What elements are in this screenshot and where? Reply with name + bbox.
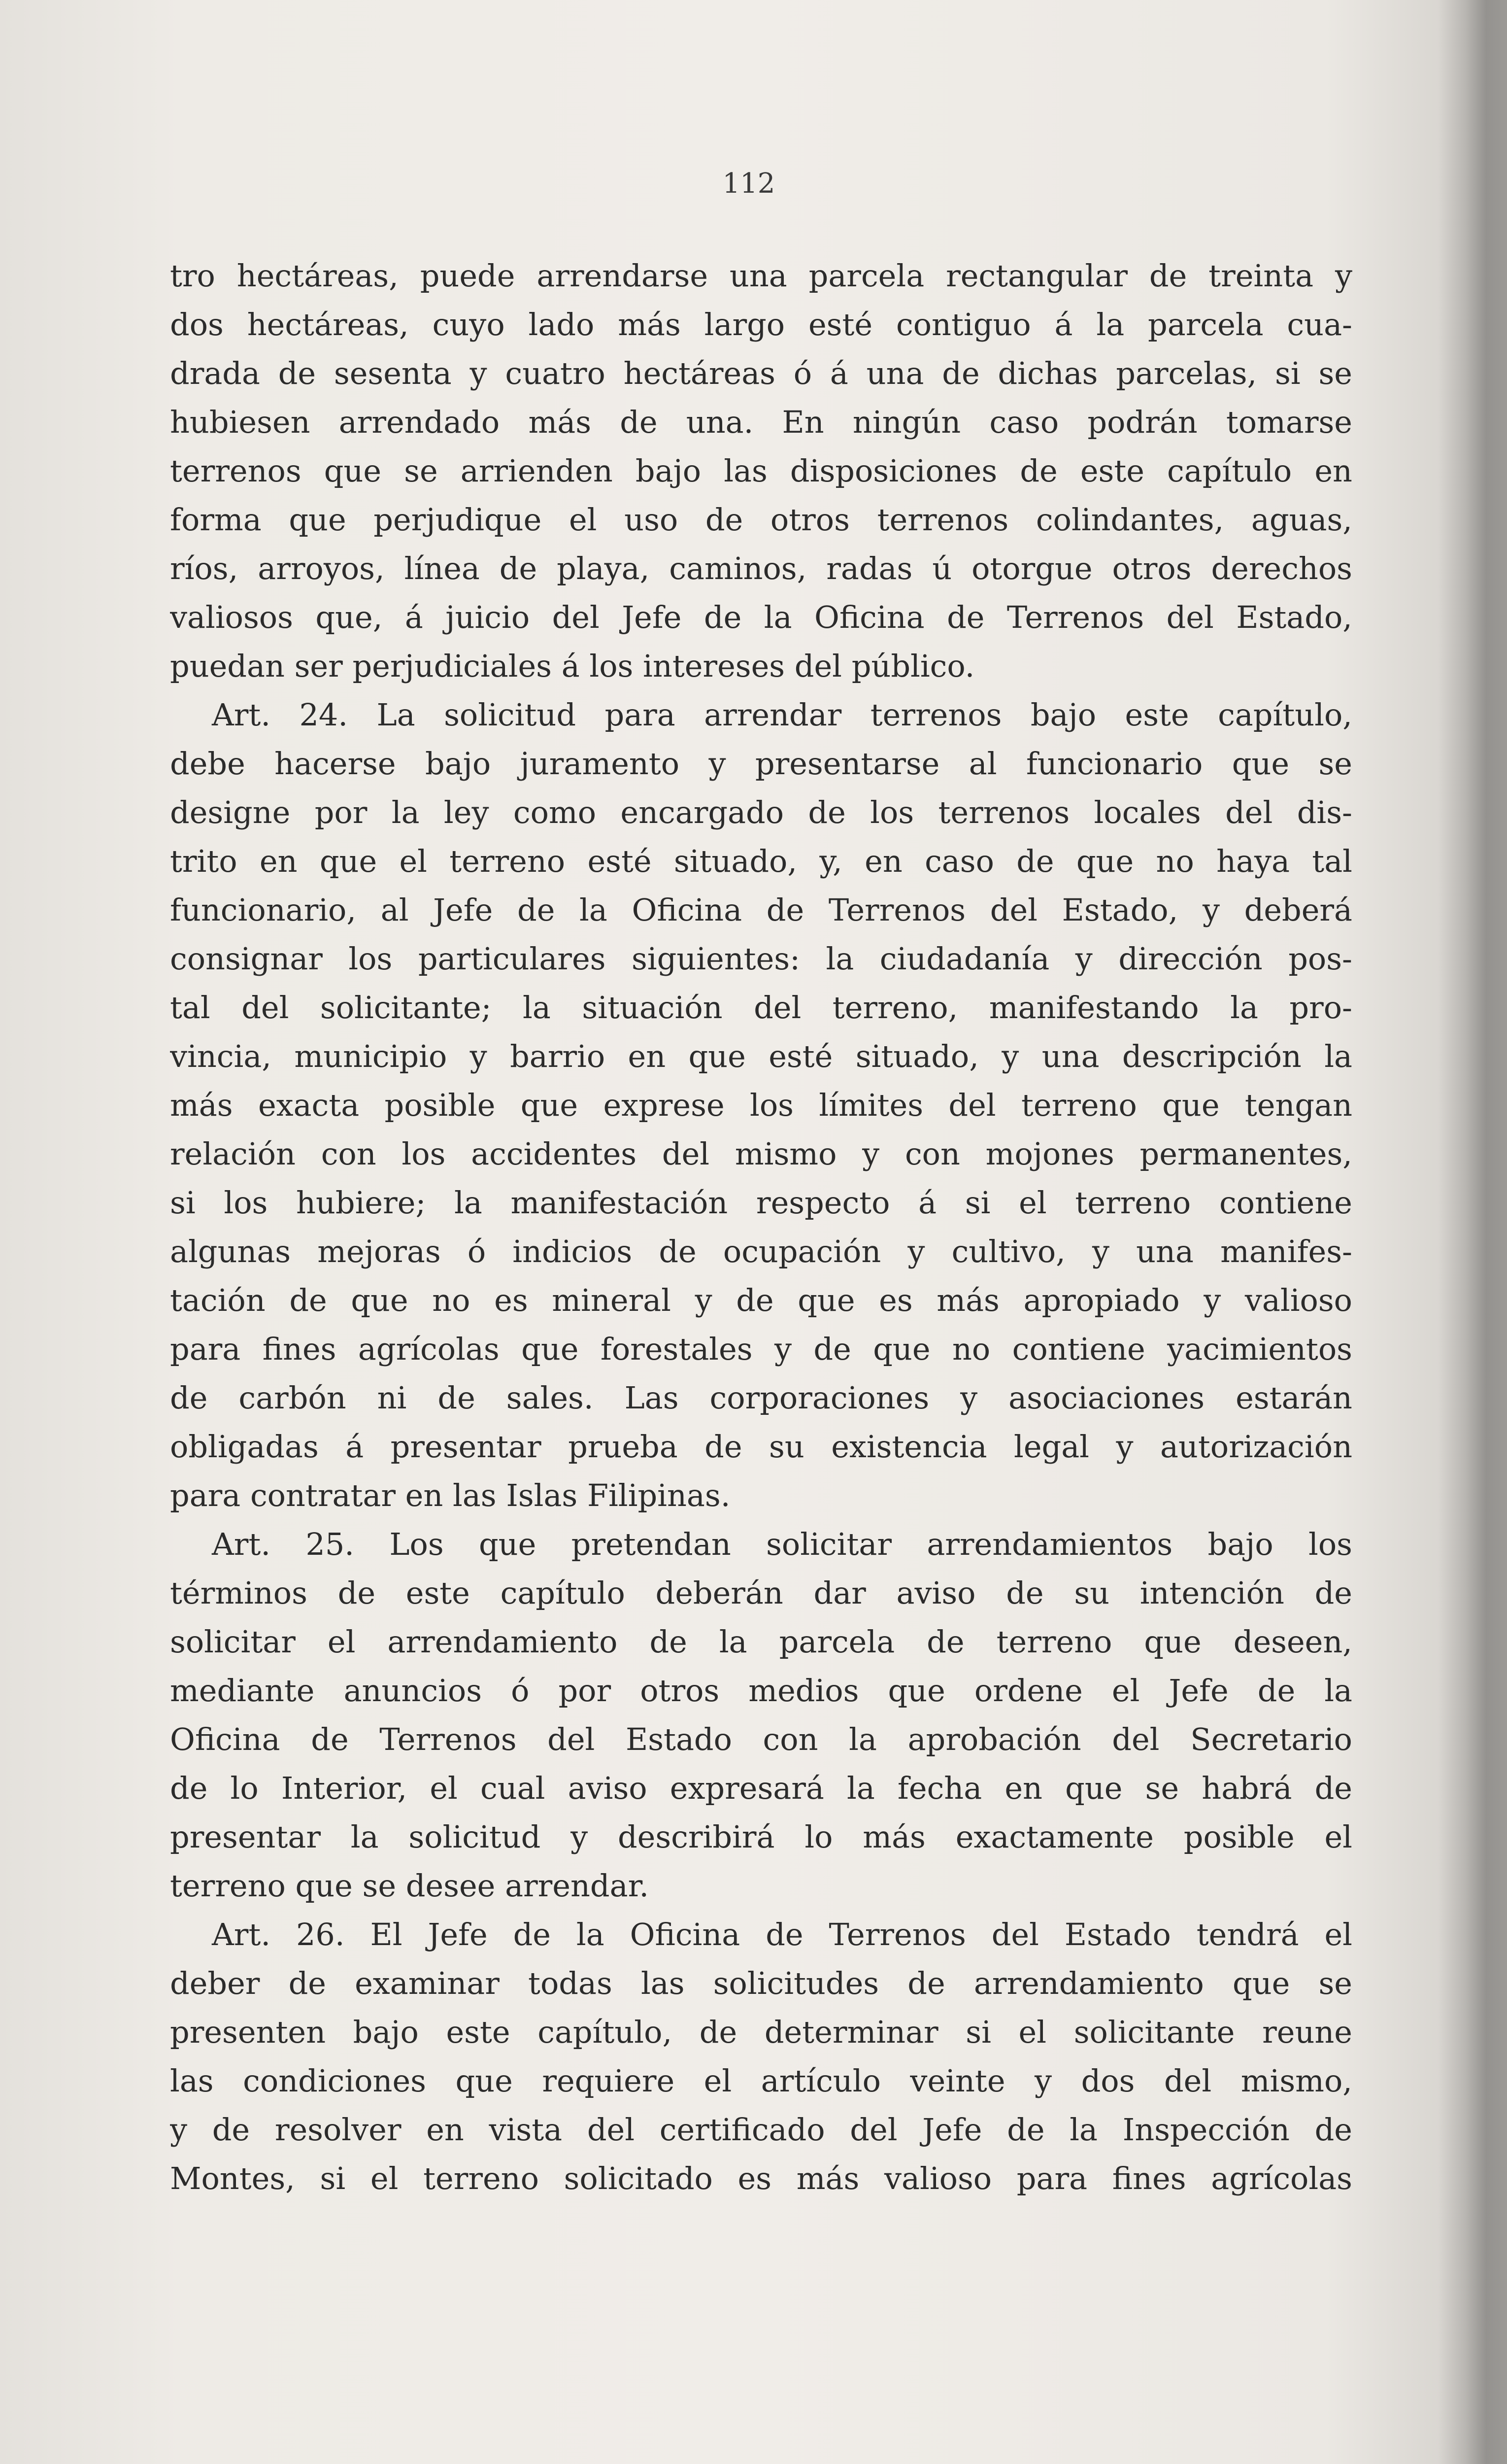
text-line: drada de sesenta y cuatro hectáreas ó á una de dichas parcelas, si se — [170, 355, 1352, 391]
text-line: tal del solicitante; la situación del terreno, manifestando la pro- — [170, 990, 1352, 1026]
text-line: puedan ser perjudiciales á los intereses del público. — [170, 648, 975, 684]
text-line: funcionario, al Jefe de la Oficina de Terrenos del Estado, y deberá — [170, 892, 1352, 928]
text-line: vincia, municipio y barrio en que esté situado, y una descripción la — [170, 1038, 1352, 1074]
text-line: obligadas á presentar prueba de su existencia legal y autorización — [170, 1429, 1352, 1465]
text-line: para contratar en las Islas Filipinas. — [170, 1477, 731, 1513]
text-line: solicitar el arrendamiento de la parcela de terreno que deseen, — [170, 1624, 1352, 1660]
text-line: las condiciones que requiere el artículo veinte y dos del mismo, — [170, 2063, 1352, 2099]
text-line: más exacta posible que exprese los límites del terreno que tengan — [170, 1087, 1352, 1123]
text-line: mediante anuncios ó por otros medios que ordene el Jefe de la — [170, 1673, 1352, 1709]
page-spine-shadow — [1438, 0, 1507, 2464]
text-line: presentar la solicitud y describirá lo más exactamente posible el — [170, 1819, 1352, 1855]
text-line: si los hubiere; la manifestación respecto á si el terreno contiene — [170, 1185, 1352, 1221]
text-line: para fines agrícolas que forestales y de que no contiene yacimientos — [170, 1331, 1352, 1367]
article-24-heading-line: Art. 24. La solicitud para arrendar terrenos bajo este capítulo, — [212, 697, 1352, 733]
article-26-heading-line: Art. 26. El Jefe de la Oficina de Terrenos del Estado tendrá el — [212, 1916, 1352, 1952]
text-line: presenten bajo este capítulo, de determinar si el solicitante reune — [170, 2014, 1352, 2050]
text-line: tro hectáreas, puede arrendarse una parcela rectangular de treinta y — [170, 258, 1352, 294]
text-line: términos de este capítulo deberán dar aviso de su intención de — [170, 1575, 1352, 1611]
text-line: de lo Interior, el cual aviso expresará la fecha en que se habrá de — [170, 1770, 1352, 1806]
page-number: 112 — [722, 168, 775, 200]
text-line: terreno que se desee arrendar. — [170, 1868, 649, 1904]
text-line: forma que perjudique el uso de otros terrenos colindantes, aguas, — [170, 502, 1352, 538]
text-line: tación de que no es mineral y de que es más apropiado y valioso — [170, 1282, 1352, 1318]
text-line: designe por la ley como encargado de los terrenos locales del dis- — [170, 794, 1352, 830]
text-line: hubiesen arrendado más de una. En ningún caso podrán tomarse — [170, 404, 1352, 440]
text-line: deber de examinar todas las solicitudes de arrendamiento que se — [170, 1965, 1352, 2001]
text-line: dos hectáreas, cuyo lado más largo esté contiguo á la parcela cua- — [170, 307, 1352, 342]
text-line: algunas mejoras ó indicios de ocupación y cultivo, y una manifes- — [170, 1233, 1352, 1269]
text-line: debe hacerse bajo juramento y presentarse al funcionario que se — [170, 746, 1352, 782]
text-line: Oficina de Terrenos del Estado con la aprobación del Secretario — [170, 1721, 1352, 1757]
text-line: y de resolver en vista del certificado del Jefe de la Inspección de — [170, 2112, 1352, 2148]
text-line: valiosos que, á juicio del Jefe de la Oficina de Terrenos del Estado, — [170, 599, 1352, 635]
text-line: trito en que el terreno esté situado, y, en caso de que no haya tal — [170, 843, 1352, 879]
text-line: consignar los particulares siguientes: la ciudadanía y dirección pos- — [170, 941, 1352, 977]
text-line: Montes, si el terreno solicitado es más valioso para fines agrícolas — [170, 2160, 1352, 2196]
text-line: terrenos que se arrienden bajo las disposiciones de este capítulo en — [170, 453, 1352, 489]
text-line: de carbón ni de sales. Las corporaciones y asociaciones estarán — [170, 1380, 1352, 1416]
text-line: relación con los accidentes del mismo y con mojones permanentes, — [170, 1136, 1352, 1172]
article-25-heading-line: Art. 25. Los que pretendan solicitar arrendamientos bajo los — [212, 1526, 1352, 1562]
text-line: ríos, arroyos, línea de playa, caminos, radas ú otorgue otros derechos — [170, 550, 1352, 586]
body-text — [170, 251, 1352, 2203]
